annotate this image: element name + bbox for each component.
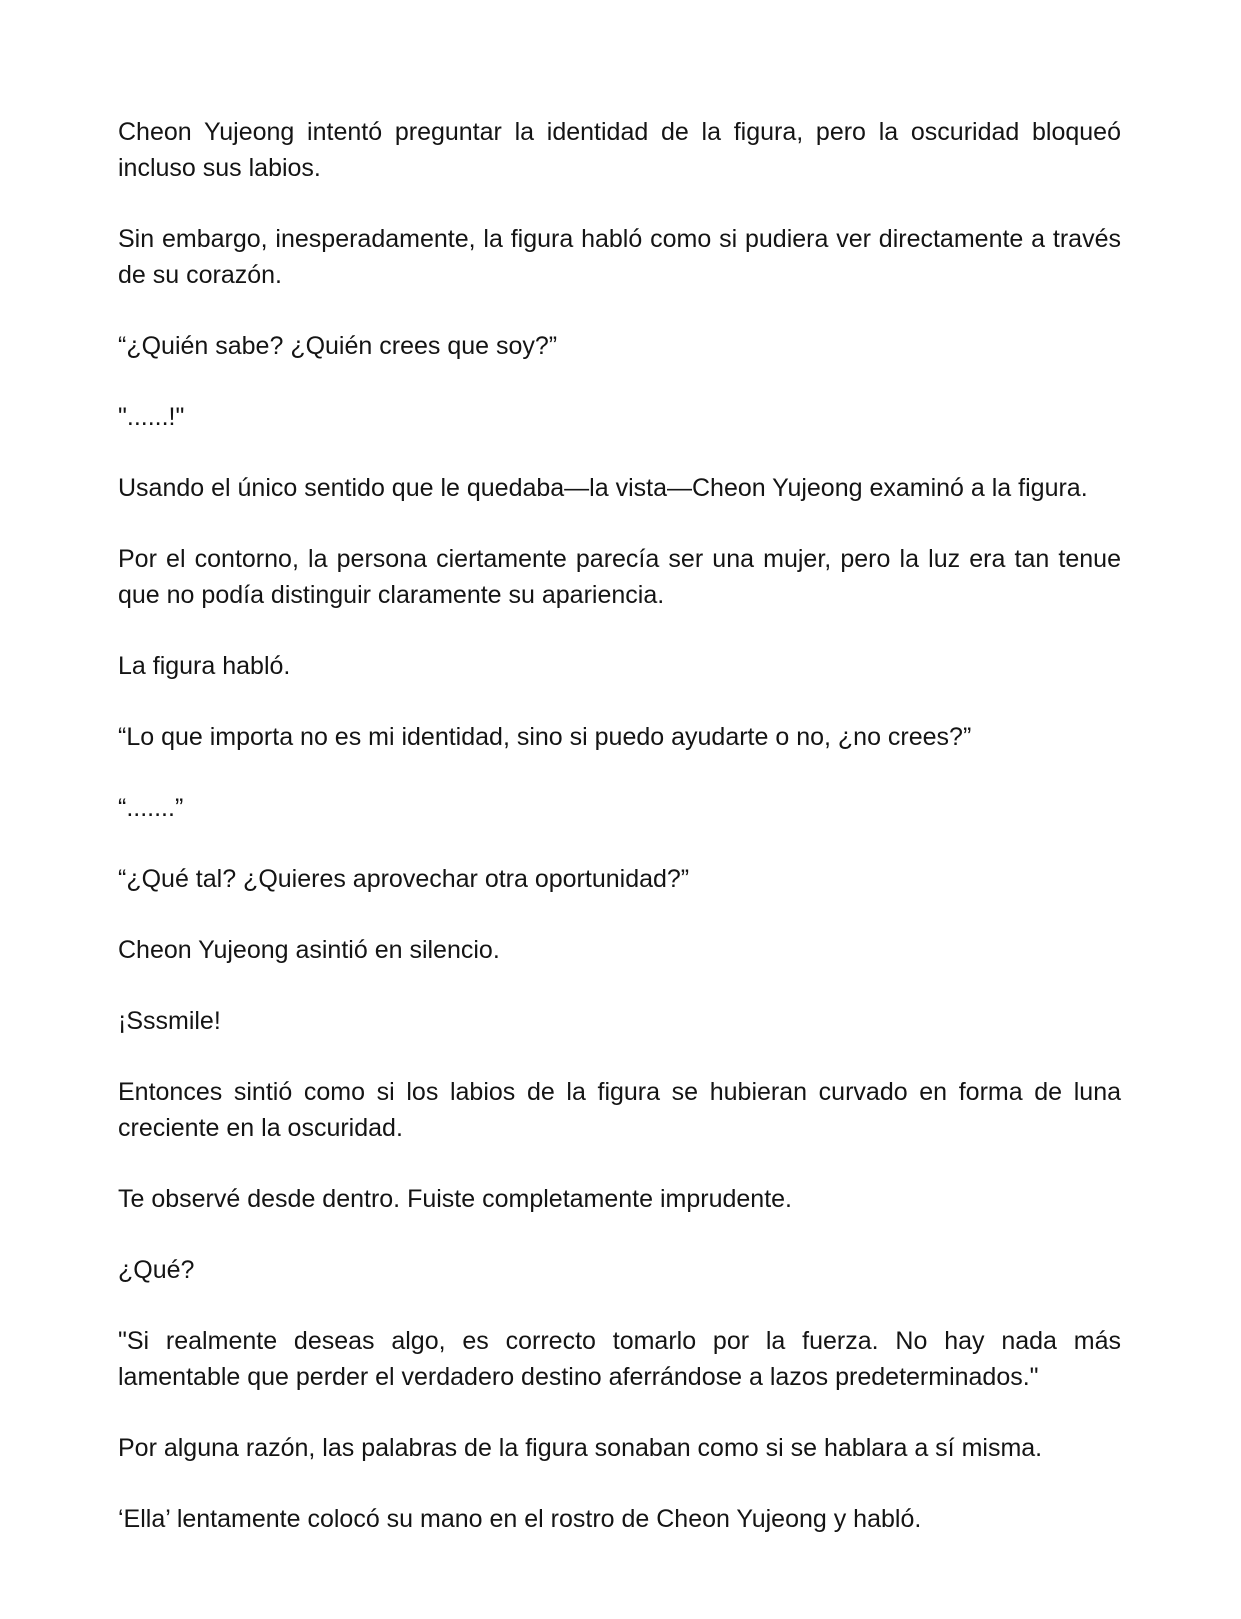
paragraph: ¡Sssmile! [118, 1007, 221, 1035]
paragraph: ‘Ella’ lentamente colocó su mano en el rostro de Cheon Yujeong y habló. [118, 1505, 922, 1533]
paragraph: Sin embargo, inesperadamente, la figura habló como si pudiera ver directamente a través de su corazón. [118, 225, 1121, 289]
paragraph: “¿Qué tal? ¿Quieres aprovechar otra oportunidad?” [118, 865, 690, 893]
paragraph: Entonces sintió como si los labios de la figura se hubieran curvado en forma de luna creciente en la oscuridad. [118, 1078, 1121, 1142]
paragraph: Por alguna razón, las palabras de la figura sonaban como si se hablara a sí misma. [118, 1434, 1043, 1462]
paragraph: Te observé desde dentro. Fuiste completamente imprudente. [118, 1185, 792, 1213]
paragraph: Usando el único sentido que le quedaba—la vista—Cheon Yujeong examinó a la figura. [118, 474, 1088, 502]
paragraph: La figura habló. [118, 652, 291, 680]
paragraph: "Si realmente deseas algo, es correcto tomarlo por la fuerza. No hay nada más lamentable que perder el verdadero destino aferrándose a lazos predeterminados." [118, 1327, 1121, 1391]
paragraph: Por el contorno, la persona ciertamente parecía ser una mujer, pero la luz era tan tenue que no podía distinguir claramente su apariencia. [118, 545, 1121, 609]
paragraph: Cheon Yujeong intentó preguntar la identidad de la figura, pero la oscuridad bloqueó incluso sus labios. [118, 118, 1121, 182]
paragraph: "......!" [118, 403, 185, 431]
paragraph: ¿Qué? [118, 1256, 195, 1284]
paragraph: Cheon Yujeong asintió en silencio. [118, 936, 500, 964]
paragraph: “Lo que importa no es mi identidad, sino si puedo ayudarte o no, ¿no crees?” [118, 723, 972, 751]
document-body [118, 114, 1121, 1537]
paragraph: “.......” [118, 794, 184, 822]
paragraph: “¿Quién sabe? ¿Quién crees que soy?” [118, 332, 558, 360]
